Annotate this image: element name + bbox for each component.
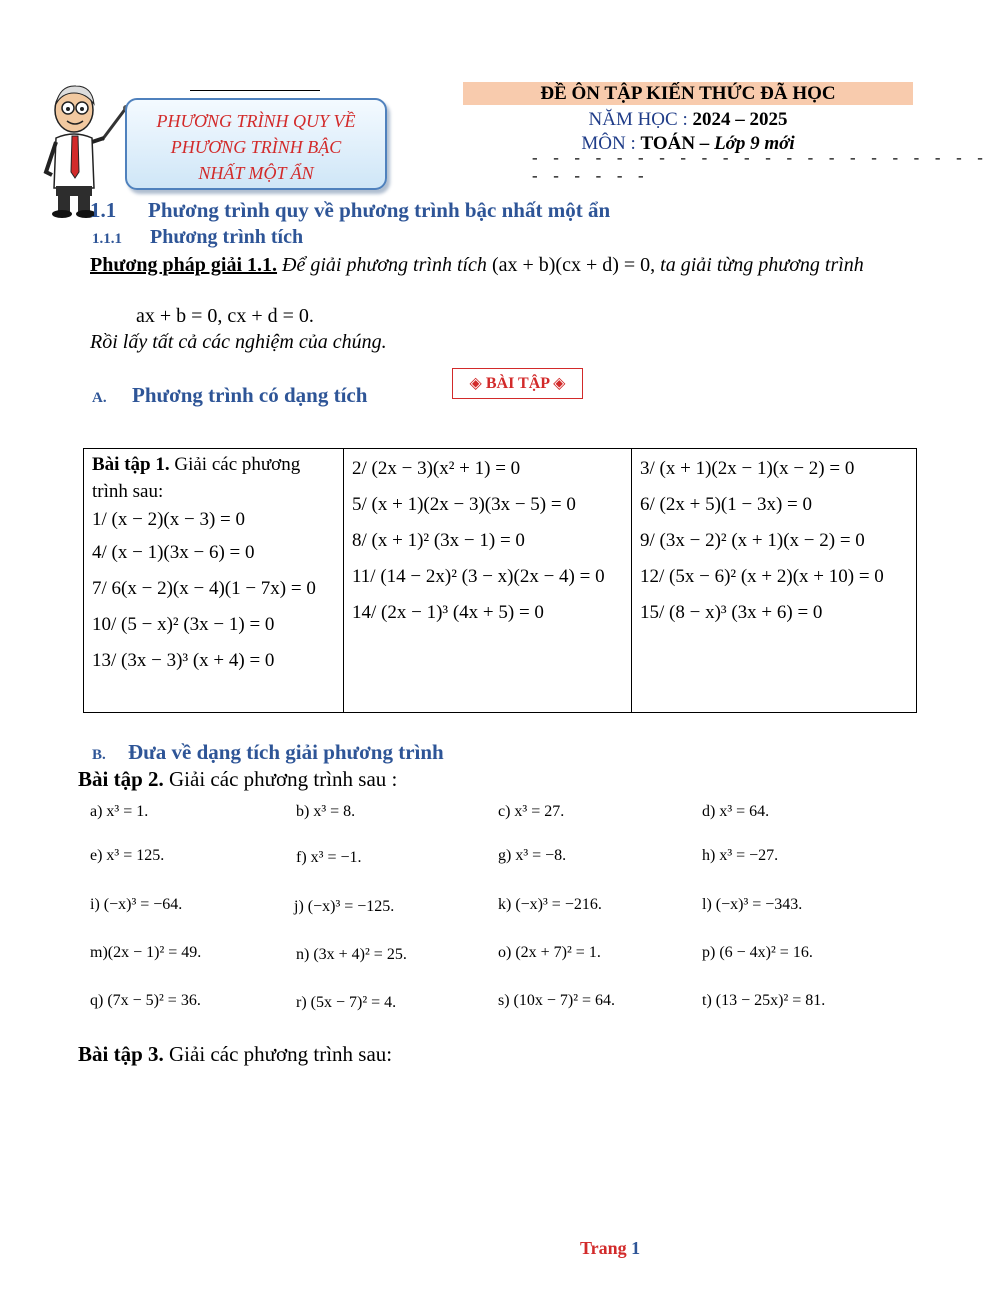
subject-label: MÔN : xyxy=(581,133,636,154)
exercise-1-table xyxy=(83,448,917,713)
exercise-2-item: e) x³ = 125. xyxy=(90,847,165,864)
header-rule xyxy=(190,90,320,91)
section-heading-B xyxy=(92,740,444,765)
equation-item: 14/ (2x − 1)³ (4x + 5) = 0 xyxy=(352,602,544,623)
topic-line-2: PHƯƠNG TRÌNH BẬC xyxy=(170,137,342,157)
exercise-2-item: h) x³ = −27. xyxy=(702,847,779,864)
equation-item: 8/ (x + 1)² (3x − 1) = 0 xyxy=(352,530,525,551)
exercise-2-label: Bài tập 2. xyxy=(78,767,164,791)
exercise-2-intro: Giải các phương trình sau : xyxy=(169,767,398,791)
exercise-3-intro: Giải các phương trình sau: xyxy=(169,1042,393,1066)
method-label: Phương pháp giải 1.1. xyxy=(90,254,278,276)
exercise-2-item: d) x³ = 64. xyxy=(702,803,770,820)
topic-line-1: PHƯƠNG TRÌNH QUY VỀ xyxy=(156,111,356,131)
exercise-2-item: r) (5x − 7)² = 4. xyxy=(296,994,397,1011)
method-paragraph xyxy=(90,252,950,278)
exercise-1-column-3 xyxy=(632,449,917,713)
section-title: Phương trình quy về phương trình bậc nhất một ẩn xyxy=(148,198,611,222)
section-letter: A. xyxy=(92,390,107,406)
exercise-2-item: a) x³ = 1. xyxy=(90,803,149,820)
method-equations: ax + b = 0, cx + d = 0. xyxy=(136,305,314,327)
exercise-2-item: b) x³ = 8. xyxy=(296,803,356,820)
section-number: 1.1.1 xyxy=(92,231,122,247)
exercise-1-label: Bài tập 1. xyxy=(92,454,170,475)
equation-item: 15/ (8 − x)³ (3x + 6) = 0 xyxy=(640,602,823,623)
exercise-1-intro-text: Giải các phương trình sau: xyxy=(92,454,301,502)
exercise-1-column-1 xyxy=(84,449,344,713)
method-product: (ax + b)(cx + d) = 0, xyxy=(491,254,656,276)
equation-item: 13/ (3x − 3)³ (x + 4) = 0 xyxy=(92,650,275,671)
equation-item: 1/ (x − 2)(x − 3) = 0 xyxy=(92,509,245,530)
equation-item: 3/ (x + 1)(2x − 1)(x − 2) = 0 xyxy=(640,458,855,479)
exercise-2-item: c) x³ = 27. xyxy=(498,803,565,820)
section-heading-A xyxy=(92,383,367,408)
exercise-1-column-2 xyxy=(344,449,632,713)
section-title: Đưa về dạng tích giải phương trình xyxy=(128,740,444,764)
exercise-2-item: o) (2x + 7)² = 1. xyxy=(498,944,601,961)
exercise-2-item: j) (−x)³ = −125. xyxy=(294,898,395,915)
method-text-before: Để giải phương trình tích xyxy=(282,254,487,276)
equation-item: 7/ 6(x − 2)(x − 4)(1 − 7x) = 0 xyxy=(92,578,316,599)
section-number: 1.1 xyxy=(90,198,117,222)
exercise-2-heading xyxy=(78,767,397,792)
year-label: NĂM HỌC : xyxy=(588,109,688,130)
year-value: 2024 – 2025 xyxy=(692,109,788,130)
document-title: ĐỀ ÔN TẬP KIẾN THỨC ĐÃ HỌC xyxy=(463,82,913,105)
exercise-2-item: n) (3x + 4)² = 25. xyxy=(296,946,407,963)
section-heading-1-1 xyxy=(90,198,610,223)
page-number: 1 xyxy=(631,1238,641,1258)
equation-item: 5/ (x + 1)(2x − 3)(3x − 5) = 0 xyxy=(352,494,576,515)
equation-item: 4/ (x − 1)(3x − 6) = 0 xyxy=(92,542,255,563)
exercise-2-item: l) (−x)³ = −343. xyxy=(702,896,803,913)
exercise-2-item: s) (10x − 7)² = 64. xyxy=(498,992,616,1009)
subject-value: TOÁN xyxy=(640,133,696,154)
exercise-2-item: g) x³ = −8. xyxy=(498,847,567,864)
exercise-2-item: p) (6 − 4x)² = 16. xyxy=(702,944,813,961)
equation-item: 11/ (14 − 2x)² (3 − x)(2x − 4) = 0 xyxy=(352,566,605,587)
section-title: Phương trình tích xyxy=(150,226,304,248)
exercise-3-heading xyxy=(78,1042,392,1067)
exercise-2-item: t) (13 − 25x)² = 81. xyxy=(702,992,826,1009)
topic-box xyxy=(125,98,387,190)
school-year xyxy=(463,108,913,132)
footer-label: Trang xyxy=(580,1238,627,1258)
section-heading-1-1-1 xyxy=(92,226,303,249)
exercise-1-intro xyxy=(92,451,335,505)
exercise-3-label: Bài tập 3. xyxy=(78,1042,164,1066)
grade-label: – Lớp 9 mới xyxy=(699,133,795,154)
method-text-after: ta giải từng phương trình xyxy=(660,254,864,276)
method-conclusion: Rồi lấy tất cả các nghiệm của chúng. xyxy=(90,331,387,353)
equation-item: 9/ (3x − 2)² (x + 1)(x − 2) = 0 xyxy=(640,530,865,551)
exercise-badge: ◈ BÀI TẬP ◈ xyxy=(452,368,583,399)
section-letter: B. xyxy=(92,747,106,763)
section-title: Phương trình có dạng tích xyxy=(132,383,368,407)
exercise-2-item: k) (−x)³ = −216. xyxy=(498,896,602,913)
topic-line-3: NHẤT MỘT ẨN xyxy=(198,163,314,183)
exercise-2-item: m)(2x − 1)² = 49. xyxy=(90,944,202,961)
header-dash-divider: - - - - - - - - - - - - - - - - - - - - - - - - - - - - xyxy=(530,150,986,186)
exercise-2-item: q) (7x − 5)² = 36. xyxy=(90,992,201,1009)
exercise-2-item: f) x³ = −1. xyxy=(296,849,362,866)
equation-item: 10/ (5 − x)² (3x − 1) = 0 xyxy=(92,614,275,635)
exercise-2-item: i) (−x)³ = −64. xyxy=(90,896,183,913)
page-footer xyxy=(580,1238,640,1259)
equation-item: 12/ (5x − 6)² (x + 2)(x + 10) = 0 xyxy=(640,566,884,587)
equation-item: 6/ (2x + 5)(1 − 3x) = 0 xyxy=(640,494,812,515)
equation-item: 2/ (2x − 3)(x² + 1) = 0 xyxy=(352,458,521,479)
